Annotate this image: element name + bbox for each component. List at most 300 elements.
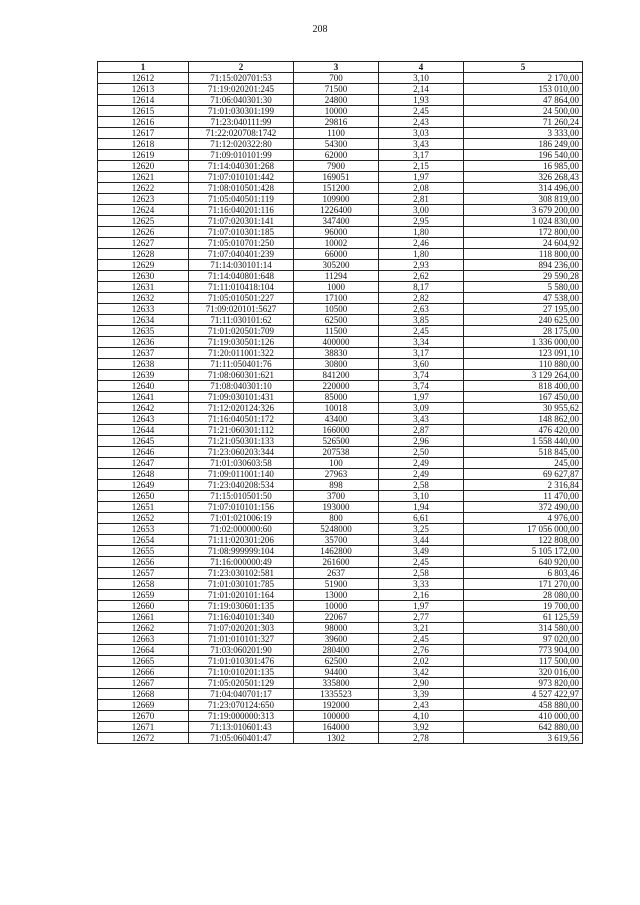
table-cell: 62500 <box>294 656 379 667</box>
table-cell: 2,87 <box>379 425 464 436</box>
table-cell: 12622 <box>98 183 189 194</box>
table-cell: 51900 <box>294 579 379 590</box>
table-row <box>98 469 583 480</box>
table-cell: 1 558 440,00 <box>464 436 583 447</box>
table-cell: 3,09 <box>379 403 464 414</box>
table-cell: 12640 <box>98 381 189 392</box>
table-row <box>98 425 583 436</box>
table-cell: 196 540,00 <box>464 150 583 161</box>
table-cell: 71:09:011001:140 <box>189 469 294 480</box>
table-row <box>98 216 583 227</box>
table-row <box>98 370 583 381</box>
table-cell: 2,63 <box>379 304 464 315</box>
table-cell: 71:05:010501:227 <box>189 293 294 304</box>
table-cell: 71:08:040301:10 <box>189 381 294 392</box>
table-cell: 240 625,00 <box>464 315 583 326</box>
table-cell: 71:11:030101:62 <box>189 315 294 326</box>
table-cell: 167 450,00 <box>464 392 583 403</box>
table-cell: 2,02 <box>379 656 464 667</box>
table-cell: 28 175,00 <box>464 326 583 337</box>
table-cell: 12620 <box>98 161 189 172</box>
column-header-2: 2 <box>189 62 294 73</box>
table-cell: 12646 <box>98 447 189 458</box>
table-cell: 3,10 <box>379 491 464 502</box>
table-row <box>98 502 583 513</box>
table-cell: 3,43 <box>379 139 464 150</box>
table-cell: 12652 <box>98 513 189 524</box>
table-row <box>98 128 583 139</box>
table-cell: 71:08:999999:104 <box>189 546 294 557</box>
table-cell: 71:05:040501:119 <box>189 194 294 205</box>
table-cell: 12658 <box>98 579 189 590</box>
table-row <box>98 689 583 700</box>
table-cell: 1335523 <box>294 689 379 700</box>
table-cell: 109900 <box>294 194 379 205</box>
table-cell: 71:23:070124:650 <box>189 700 294 711</box>
table-cell: 71:19:020201:245 <box>189 84 294 95</box>
table-cell: 29 590,28 <box>464 271 583 282</box>
table-cell: 71:12:020322:80 <box>189 139 294 150</box>
table-cell: 12621 <box>98 172 189 183</box>
table-cell: 12619 <box>98 150 189 161</box>
table-row <box>98 260 583 271</box>
column-header-1: 1 <box>98 62 189 73</box>
table-row <box>98 568 583 579</box>
data-table <box>97 61 583 744</box>
table-row <box>98 271 583 282</box>
table-cell: 5 105 172,00 <box>464 546 583 557</box>
table-cell: 12666 <box>98 667 189 678</box>
table-cell: 71:07:020201:303 <box>189 623 294 634</box>
table-cell: 410 000,00 <box>464 711 583 722</box>
table-cell: 12661 <box>98 612 189 623</box>
table-cell: 71:07:010101:156 <box>189 502 294 513</box>
table-cell: 2,43 <box>379 117 464 128</box>
table-cell: 3,42 <box>379 667 464 678</box>
header-row <box>98 62 583 73</box>
table-cell: 71:20:011001:322 <box>189 348 294 359</box>
table-cell: 12634 <box>98 315 189 326</box>
table-cell: 71:05:010701:250 <box>189 238 294 249</box>
table-cell: 12641 <box>98 392 189 403</box>
table-cell: 3,10 <box>379 73 464 84</box>
table-cell: 71:01:021006:19 <box>189 513 294 524</box>
table-cell: 818 400,00 <box>464 381 583 392</box>
table-cell: 71:09:030101:431 <box>189 392 294 403</box>
table-row <box>98 733 583 744</box>
table-cell: 2,93 <box>379 260 464 271</box>
table-cell: 71:07:020301:141 <box>189 216 294 227</box>
table-cell: 62000 <box>294 150 379 161</box>
table-cell: 71:14:040801:648 <box>189 271 294 282</box>
table-cell: 71:03:060201:90 <box>189 645 294 656</box>
table-cell: 24 500,00 <box>464 106 583 117</box>
table-row <box>98 436 583 447</box>
table-cell: 3,43 <box>379 414 464 425</box>
table-cell: 3,85 <box>379 315 464 326</box>
table-row <box>98 414 583 425</box>
table-cell: 10000 <box>294 106 379 117</box>
table-cell: 71:09:020101:5627 <box>189 304 294 315</box>
table-cell: 71:08:010501:428 <box>189 183 294 194</box>
table-cell: 3,60 <box>379 359 464 370</box>
table-row <box>98 359 583 370</box>
table-cell: 12653 <box>98 524 189 535</box>
table-cell: 1,97 <box>379 601 464 612</box>
table-cell: 11500 <box>294 326 379 337</box>
table-cell: 193000 <box>294 502 379 513</box>
table-cell: 117 500,00 <box>464 656 583 667</box>
table-cell: 71:06:040301:30 <box>189 95 294 106</box>
table-cell: 11294 <box>294 271 379 282</box>
table-cell: 700 <box>294 73 379 84</box>
table-row <box>98 315 583 326</box>
table-cell: 71:23:040208:534 <box>189 480 294 491</box>
table-cell: 12625 <box>98 216 189 227</box>
table-cell: 6 803,46 <box>464 568 583 579</box>
table-cell: 12665 <box>98 656 189 667</box>
table-cell: 100000 <box>294 711 379 722</box>
table-cell: 12669 <box>98 700 189 711</box>
table-cell: 11 470,00 <box>464 491 583 502</box>
table-cell: 71:15:020701:53 <box>189 73 294 84</box>
table-row <box>98 711 583 722</box>
column-header-4: 4 <box>379 62 464 73</box>
table-cell: 3,33 <box>379 579 464 590</box>
table-cell: 35700 <box>294 535 379 546</box>
table-cell: 97 020,00 <box>464 634 583 645</box>
table-cell: 12654 <box>98 535 189 546</box>
table-cell: 71:16:040201:116 <box>189 205 294 216</box>
table-row <box>98 524 583 535</box>
table-cell: 27 195,00 <box>464 304 583 315</box>
table-cell: 1462800 <box>294 546 379 557</box>
table-row <box>98 183 583 194</box>
table-cell: 71:09:010101:99 <box>189 150 294 161</box>
table-cell: 13000 <box>294 590 379 601</box>
table-cell: 71:22:020708:1742 <box>189 128 294 139</box>
table-cell: 151200 <box>294 183 379 194</box>
table-row <box>98 117 583 128</box>
table-cell: 98000 <box>294 623 379 634</box>
table-cell: 169051 <box>294 172 379 183</box>
table-cell: 642 880,00 <box>464 722 583 733</box>
table-cell: 71:01:030603:58 <box>189 458 294 469</box>
table-cell: 10018 <box>294 403 379 414</box>
table-cell: 3,17 <box>379 348 464 359</box>
table-cell: 71:08:060301:621 <box>189 370 294 381</box>
table-row <box>98 678 583 689</box>
table-row <box>98 700 583 711</box>
table-row <box>98 623 583 634</box>
table-cell: 71:04:040701:17 <box>189 689 294 700</box>
table-cell: 400000 <box>294 337 379 348</box>
table-cell: 5248000 <box>294 524 379 535</box>
table-cell: 2,96 <box>379 436 464 447</box>
table-cell: 10000 <box>294 601 379 612</box>
table-cell: 100 <box>294 458 379 469</box>
table-cell: 6,61 <box>379 513 464 524</box>
table-row <box>98 645 583 656</box>
table-row <box>98 656 583 667</box>
table-row <box>98 172 583 183</box>
table-cell: 4 527 422,97 <box>464 689 583 700</box>
table-cell: 71:07:010101:442 <box>189 172 294 183</box>
table-cell: 71:11:020301:206 <box>189 535 294 546</box>
table-row <box>98 150 583 161</box>
table-row <box>98 304 583 315</box>
table-cell: 12659 <box>98 590 189 601</box>
table-cell: 71:14:040301:268 <box>189 161 294 172</box>
table-cell: 71500 <box>294 84 379 95</box>
table-row <box>98 447 583 458</box>
table-cell: 207538 <box>294 447 379 458</box>
table-cell: 71:23:040111:99 <box>189 117 294 128</box>
table-cell: 1,93 <box>379 95 464 106</box>
table-cell: 22067 <box>294 612 379 623</box>
table-cell: 12664 <box>98 645 189 656</box>
table-cell: 2,15 <box>379 161 464 172</box>
table-cell: 71:11:010418:104 <box>189 282 294 293</box>
table-cell: 71:01:010101:327 <box>189 634 294 645</box>
table-cell: 973 820,00 <box>464 678 583 689</box>
table-cell: 12662 <box>98 623 189 634</box>
table-cell: 30800 <box>294 359 379 370</box>
table-cell: 2,49 <box>379 458 464 469</box>
table-cell: 71:01:020501:709 <box>189 326 294 337</box>
table-cell: 3,92 <box>379 722 464 733</box>
table-cell: 841200 <box>294 370 379 381</box>
table-cell: 320 016,00 <box>464 667 583 678</box>
table-cell: 192000 <box>294 700 379 711</box>
table-cell: 2,76 <box>379 645 464 656</box>
table-cell: 2 170,00 <box>464 73 583 84</box>
table-row <box>98 546 583 557</box>
table-row <box>98 227 583 238</box>
table-cell: 7900 <box>294 161 379 172</box>
table-cell: 12638 <box>98 359 189 370</box>
table-cell: 2,77 <box>379 612 464 623</box>
table-cell: 245,00 <box>464 458 583 469</box>
table-cell: 800 <box>294 513 379 524</box>
table-cell: 2,95 <box>379 216 464 227</box>
column-header-5: 5 <box>464 62 583 73</box>
table-row <box>98 381 583 392</box>
table-cell: 30 955,62 <box>464 403 583 414</box>
table-cell: 71:19:030501:126 <box>189 337 294 348</box>
table-cell: 71:21:050301:133 <box>189 436 294 447</box>
table-cell: 94400 <box>294 667 379 678</box>
table-cell: 12655 <box>98 546 189 557</box>
table-cell: 172 800,00 <box>464 227 583 238</box>
table-cell: 43400 <box>294 414 379 425</box>
table-cell: 1,97 <box>379 392 464 403</box>
table-cell: 148 862,00 <box>464 414 583 425</box>
table-cell: 4 976,00 <box>464 513 583 524</box>
table-cell: 71:14:030101:14 <box>189 260 294 271</box>
table-cell: 3 129 264,00 <box>464 370 583 381</box>
table-cell: 186 249,00 <box>464 139 583 150</box>
table-cell: 47 864,00 <box>464 95 583 106</box>
table-cell: 2,49 <box>379 469 464 480</box>
table-row <box>98 634 583 645</box>
table-cell: 27963 <box>294 469 379 480</box>
table-cell: 2,81 <box>379 194 464 205</box>
table-cell: 71:12:020124:326 <box>189 403 294 414</box>
table-row <box>98 139 583 150</box>
page-number: 208 <box>312 24 328 35</box>
table-row <box>98 95 583 106</box>
table-cell: 19 700,00 <box>464 601 583 612</box>
table-cell: 110 880,00 <box>464 359 583 370</box>
table-cell: 164000 <box>294 722 379 733</box>
table-cell: 10002 <box>294 238 379 249</box>
table-cell: 1226400 <box>294 205 379 216</box>
table-cell: 17100 <box>294 293 379 304</box>
table-row <box>98 667 583 678</box>
table-cell: 71:16:040501:172 <box>189 414 294 425</box>
table-cell: 2,45 <box>379 326 464 337</box>
table-cell: 1000 <box>294 282 379 293</box>
table-cell: 3,17 <box>379 150 464 161</box>
table-cell: 12614 <box>98 95 189 106</box>
table-cell: 4,10 <box>379 711 464 722</box>
table-cell: 2,50 <box>379 447 464 458</box>
table-cell: 71:19:030601:135 <box>189 601 294 612</box>
table-cell: 3,74 <box>379 381 464 392</box>
table-cell: 2,58 <box>379 480 464 491</box>
table-cell: 12649 <box>98 480 189 491</box>
table-cell: 261600 <box>294 557 379 568</box>
table-cell: 71:19:000000:313 <box>189 711 294 722</box>
table-cell: 12660 <box>98 601 189 612</box>
table-cell: 47 538,00 <box>464 293 583 304</box>
table-cell: 2,90 <box>379 678 464 689</box>
table-row <box>98 480 583 491</box>
table-cell: 12670 <box>98 711 189 722</box>
table-cell: 10500 <box>294 304 379 315</box>
table-cell: 12627 <box>98 238 189 249</box>
table-row <box>98 535 583 546</box>
table-cell: 3,49 <box>379 546 464 557</box>
table-cell: 1302 <box>294 733 379 744</box>
table-row <box>98 106 583 117</box>
table-cell: 12645 <box>98 436 189 447</box>
table-cell: 2637 <box>294 568 379 579</box>
table-cell: 12629 <box>98 260 189 271</box>
table-cell: 71:13:010601:43 <box>189 722 294 733</box>
table-cell: 71:16:000000:49 <box>189 557 294 568</box>
table-cell: 894 236,00 <box>464 260 583 271</box>
table-cell: 3,00 <box>379 205 464 216</box>
table-cell: 12651 <box>98 502 189 513</box>
table-cell: 3,39 <box>379 689 464 700</box>
table-cell: 71:01:030301:199 <box>189 106 294 117</box>
table-cell: 640 920,00 <box>464 557 583 568</box>
table-header <box>98 62 583 73</box>
table-cell: 220000 <box>294 381 379 392</box>
table-cell: 71:01:010301:476 <box>189 656 294 667</box>
table-cell: 171 270,00 <box>464 579 583 590</box>
table-cell: 118 800,00 <box>464 249 583 260</box>
table-cell: 1,94 <box>379 502 464 513</box>
table-cell: 71:01:030101:785 <box>189 579 294 590</box>
table-cell: 71:01:020101:164 <box>189 590 294 601</box>
table-cell: 39600 <box>294 634 379 645</box>
table-body <box>98 73 583 744</box>
table-row <box>98 84 583 95</box>
table-cell: 12657 <box>98 568 189 579</box>
table-cell: 3,34 <box>379 337 464 348</box>
table-cell: 85000 <box>294 392 379 403</box>
table-cell: 2,45 <box>379 557 464 568</box>
table-cell: 71:23:060203:344 <box>189 447 294 458</box>
table-cell: 3 679 200,00 <box>464 205 583 216</box>
table-cell: 326 268,43 <box>464 172 583 183</box>
table-cell: 12663 <box>98 634 189 645</box>
table-row <box>98 612 583 623</box>
table-row <box>98 205 583 216</box>
table-cell: 12624 <box>98 205 189 216</box>
table-cell: 71:16:040101:340 <box>189 612 294 623</box>
table-cell: 12656 <box>98 557 189 568</box>
table-cell: 12612 <box>98 73 189 84</box>
table-row <box>98 579 583 590</box>
table-row <box>98 326 583 337</box>
table-cell: 2 316,84 <box>464 480 583 491</box>
table-cell: 12628 <box>98 249 189 260</box>
table-cell: 314 580,00 <box>464 623 583 634</box>
table-cell: 773 904,00 <box>464 645 583 656</box>
table-cell: 2,82 <box>379 293 464 304</box>
table-cell: 3,21 <box>379 623 464 634</box>
table-cell: 12636 <box>98 337 189 348</box>
table-row <box>98 590 583 601</box>
table-cell: 5 580,00 <box>464 282 583 293</box>
table-cell: 2,46 <box>379 238 464 249</box>
table-row <box>98 238 583 249</box>
table-cell: 12639 <box>98 370 189 381</box>
table-cell: 12637 <box>98 348 189 359</box>
table-row <box>98 194 583 205</box>
table-cell: 12632 <box>98 293 189 304</box>
table-cell: 12650 <box>98 491 189 502</box>
table-cell: 347400 <box>294 216 379 227</box>
table-cell: 153 010,00 <box>464 84 583 95</box>
table-cell: 12635 <box>98 326 189 337</box>
table-cell: 71 260,24 <box>464 117 583 128</box>
table-cell: 1,97 <box>379 172 464 183</box>
table-cell: 17 056 000,00 <box>464 524 583 535</box>
table-cell: 458 880,00 <box>464 700 583 711</box>
table-row <box>98 282 583 293</box>
table-row <box>98 348 583 359</box>
table-cell: 12668 <box>98 689 189 700</box>
table-cell: 122 808,00 <box>464 535 583 546</box>
table-cell: 69 627,87 <box>464 469 583 480</box>
table-cell: 61 125,59 <box>464 612 583 623</box>
table-row <box>98 392 583 403</box>
table-cell: 12648 <box>98 469 189 480</box>
table-cell: 71:15:010501:50 <box>189 491 294 502</box>
table-cell: 71:21:060301:112 <box>189 425 294 436</box>
table-cell: 1,80 <box>379 227 464 238</box>
table-cell: 2,58 <box>379 568 464 579</box>
table-row <box>98 722 583 733</box>
table-cell: 123 091,10 <box>464 348 583 359</box>
table-cell: 62500 <box>294 315 379 326</box>
table-cell: 12623 <box>98 194 189 205</box>
